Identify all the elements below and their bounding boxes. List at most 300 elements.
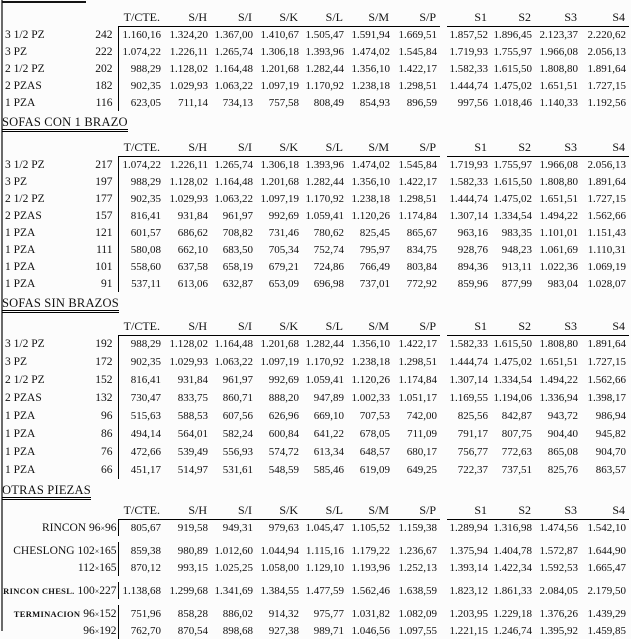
table-row	[2, 371, 629, 389]
column-header: S/I	[211, 315, 256, 335]
price-cell: 1.160,16	[118, 26, 164, 43]
price-cell: 886,02	[222, 607, 253, 620]
price-cell: 1.857,52	[449, 28, 488, 41]
price-cell: 803,84	[406, 260, 437, 273]
price-cell: 961,97	[222, 374, 253, 386]
column-gap	[440, 559, 447, 576]
section-title	[2, 115, 629, 132]
price-cell: 1.299,68	[169, 584, 208, 597]
price-cell: 1.298,51	[398, 356, 437, 368]
price-cell: 649,25	[406, 464, 437, 476]
price-cell: 734,13	[222, 96, 253, 109]
price-cell: 1.891,64	[587, 175, 626, 188]
row-label	[2, 582, 118, 599]
column-gap	[440, 443, 447, 461]
table-row	[2, 258, 629, 275]
section-title	[2, 296, 629, 313]
price-cell: 1.097,19	[260, 356, 299, 368]
price-cell: 888,20	[268, 392, 299, 404]
column-header: S4	[581, 315, 629, 335]
price-cell: 1.063,22	[214, 79, 253, 92]
column-header: S/H	[164, 3, 211, 26]
price-cell: 1.861,33	[493, 584, 532, 597]
multiply-icon: ×	[94, 546, 100, 556]
column-header: T/CTE.	[118, 315, 164, 335]
price-cell: 632,87	[222, 277, 253, 290]
price-cell: 986,94	[595, 410, 626, 422]
price-cell: 679,21	[268, 260, 299, 273]
header-gap	[440, 502, 447, 519]
price-cell: 619,09	[359, 464, 390, 476]
price-cell: 558,60	[118, 258, 164, 275]
row-label: 3 1/2 PZ	[5, 338, 45, 350]
price-cell: 1.545,84	[398, 45, 437, 58]
price-cell: 637,58	[177, 260, 208, 273]
column-header: S3	[535, 315, 581, 335]
column-header: S/P	[393, 134, 440, 156]
price-cell: 931,84	[177, 374, 208, 386]
price-cell: 1.022,36	[539, 260, 578, 273]
column-header: S1	[447, 502, 491, 519]
row-label	[2, 559, 118, 576]
column-header: S/K	[256, 134, 302, 156]
price-cell: 1.336,94	[539, 392, 578, 404]
price-table	[2, 315, 629, 479]
column-header: S3	[535, 502, 581, 519]
price-cell: 898,68	[222, 624, 253, 637]
price-cell: 539,49	[177, 446, 208, 458]
column-header: S/I	[211, 3, 256, 26]
price-cell: 904,40	[547, 428, 578, 440]
table-row	[2, 461, 629, 479]
price-cell: 1.082,09	[398, 607, 437, 620]
column-gap	[440, 207, 447, 224]
price-cell: 1.018,46	[493, 96, 532, 109]
price-cell: 756,77	[457, 446, 488, 458]
price-cell: 1.074,22	[118, 156, 164, 173]
price-cell: 1.120,26	[351, 374, 390, 386]
price-cell: 1.282,44	[305, 338, 344, 351]
price-cell: 1.226,11	[169, 158, 208, 171]
column-header: S4	[581, 502, 629, 519]
header-label-spacer	[2, 134, 118, 156]
row-size: 116	[95, 96, 113, 109]
price-cell: 648,57	[359, 446, 390, 458]
price-cell: 1.063,22	[214, 192, 253, 205]
price-cell: 949,31	[222, 521, 253, 534]
price-cell: 1.282,44	[305, 175, 344, 188]
table-row	[2, 60, 629, 77]
price-cell: 1.384,55	[260, 584, 299, 597]
price-cell: 585,46	[313, 464, 344, 476]
price-cell: 816,41	[118, 371, 164, 389]
row-size: 100×227	[77, 584, 117, 597]
price-cell: 1.029,93	[169, 356, 208, 368]
column-header: S/I	[211, 134, 256, 156]
price-cell: 730,47	[118, 389, 164, 407]
row-label: 2 PZAS	[5, 79, 42, 92]
table-row	[2, 335, 629, 353]
price-cell: 1.444,74	[449, 356, 488, 368]
row-label: 1 PZA	[5, 226, 36, 239]
price-cell: 1.169,55	[449, 392, 488, 404]
price-cell: 877,99	[501, 277, 532, 290]
row-label: 1 PZA	[5, 96, 36, 109]
price-cell: 1.891,64	[587, 62, 626, 75]
price-cell: 601,57	[118, 224, 164, 241]
price-cell: 1.115,16	[305, 544, 344, 557]
price-cell: 1.572,87	[539, 544, 578, 557]
column-header: S2	[491, 3, 535, 26]
column-header: S/P	[393, 315, 440, 335]
price-cell: 1.375,94	[449, 544, 488, 557]
price-cell: 1.201,68	[260, 338, 299, 351]
price-cell: 1.298,51	[398, 79, 437, 92]
price-cell: 1.393,96	[305, 158, 344, 171]
row-label: 1 PZA	[5, 428, 36, 440]
section-title	[2, 483, 629, 500]
price-cell: 902,35	[118, 353, 164, 371]
price-cell: 772,63	[501, 446, 532, 458]
row-label-text: TERMINACION	[13, 608, 81, 619]
price-cell: 451,17	[118, 461, 164, 479]
price-cell: 963,16	[457, 226, 488, 239]
column-header: S/K	[256, 3, 302, 26]
price-cell: 983,35	[501, 226, 532, 239]
price-cell: 1.140,33	[539, 96, 578, 109]
price-cell: 1.615,50	[493, 62, 532, 75]
column-header: S/P	[393, 502, 440, 519]
price-cell: 1.025,25	[214, 561, 253, 574]
column-gap	[440, 371, 447, 389]
row-size: 152	[95, 374, 113, 386]
section-title-text: OTRAS PIEZAS	[2, 483, 91, 500]
table-row	[2, 190, 629, 207]
price-cell: 902,35	[118, 190, 164, 207]
price-cell: 737,51	[501, 464, 532, 476]
price-cell: 1.444,74	[449, 79, 488, 92]
price-cell: 680,17	[406, 446, 437, 458]
price-cell: 1.306,18	[260, 158, 299, 171]
row-size: 76	[101, 446, 113, 458]
row-label: 2 PZAS	[5, 392, 42, 404]
column-gap	[440, 582, 447, 599]
row-label: 3 1/2 PZ	[5, 158, 45, 171]
price-cell: 992,69	[268, 374, 299, 386]
multiply-icon: ×	[94, 563, 100, 573]
price-cell: 1.012,60	[214, 544, 253, 557]
price-cell: 979,63	[268, 521, 299, 534]
price-cell: 537,11	[118, 275, 164, 292]
price-cell: 1.367,00	[214, 28, 253, 41]
price-cell: 1.151,43	[587, 226, 626, 239]
row-label: 3 PZ	[5, 356, 28, 368]
row-size: 132	[95, 392, 113, 404]
price-cell: 2.056,13	[587, 45, 626, 58]
price-cell: 931,84	[177, 209, 208, 222]
header-row	[2, 315, 629, 335]
price-cell: 993,15	[177, 561, 208, 574]
price-cell: 494,14	[118, 425, 164, 443]
column-gap	[440, 241, 447, 258]
column-gap	[440, 335, 447, 353]
row-size: 96×192	[83, 624, 117, 637]
price-cell: 751,96	[118, 605, 164, 622]
row-size: 217	[95, 158, 113, 171]
price-cell: 1.475,02	[493, 356, 532, 368]
price-cell: 574,72	[268, 446, 299, 458]
row-size: 96	[101, 410, 113, 422]
price-cell: 1.002,33	[351, 392, 390, 404]
price-cell: 988,29	[118, 173, 164, 190]
price-cell: 556,93	[222, 446, 253, 458]
multiply-icon: ×	[94, 586, 100, 596]
price-cell: 531,61	[222, 464, 253, 476]
column-header: T/CTE.	[118, 502, 164, 519]
price-cell: 696,98	[313, 277, 344, 290]
price-cell: 1.128,02	[169, 62, 208, 75]
price-cell: 1.341,69	[214, 584, 253, 597]
price-cell: 858,28	[177, 607, 208, 620]
column-header: S/P	[393, 3, 440, 26]
table-row	[2, 407, 629, 425]
price-cell: 1.644,90	[587, 544, 626, 557]
price-cell: 1.045,47	[305, 521, 344, 534]
price-cell: 1.475,02	[493, 192, 532, 205]
price-cell: 825,56	[457, 410, 488, 422]
price-cell: 1.542,10	[587, 521, 626, 534]
price-cell: 1.475,02	[493, 79, 532, 92]
price-cell: 1.061,69	[539, 243, 578, 256]
price-cell: 1.474,02	[351, 45, 390, 58]
column-header: S/L	[302, 3, 347, 26]
price-cell: 863,57	[595, 464, 626, 476]
price-cell: 1.395,92	[539, 624, 578, 637]
price-cell: 1.669,51	[398, 28, 437, 41]
column-header: S/K	[256, 502, 302, 519]
column-gap	[440, 26, 447, 43]
price-cell: 1.545,84	[398, 158, 437, 171]
price-cell: 854,93	[359, 96, 390, 109]
table-row	[2, 207, 629, 224]
price-cell: 752,74	[313, 243, 344, 256]
price-cell: 683,50	[222, 243, 253, 256]
price-cell: 1.422,17	[398, 62, 437, 75]
price-cell: 731,46	[268, 226, 299, 239]
price-cell: 1.159,38	[398, 521, 437, 534]
column-header: S/M	[347, 502, 393, 519]
price-cell: 1.229,18	[493, 607, 532, 620]
price-cell: 859,38	[118, 542, 164, 559]
table-row	[2, 519, 629, 536]
column-header: S3	[535, 3, 581, 26]
price-cell: 989,71	[313, 624, 344, 637]
price-cell: 1.719,93	[449, 45, 488, 58]
column-header: S1	[447, 134, 491, 156]
price-cell: 623,05	[118, 94, 164, 111]
section-title-text: SOFAS SIN BRAZOS	[2, 296, 119, 313]
row-label: 3 1/2 PZ	[5, 28, 45, 41]
price-cell: 1.334,54	[493, 209, 532, 222]
price-cell: 902,35	[118, 77, 164, 94]
price-cell: 724,86	[313, 260, 344, 273]
price-cell: 582,24	[222, 428, 253, 440]
price-cell: 1.128,02	[169, 338, 208, 351]
price-cell: 1.059,41	[305, 209, 344, 222]
price-cell: 1.246,74	[493, 624, 532, 637]
price-cell: 472,66	[118, 443, 164, 461]
price-cell: 1.808,80	[539, 62, 578, 75]
section-title-text: SOFAS CON 1 BRAZO	[2, 115, 128, 132]
price-cell: 1.170,92	[305, 192, 344, 205]
price-cell: 860,71	[222, 392, 253, 404]
price-cell: 870,12	[118, 559, 164, 576]
price-cell: 588,53	[177, 410, 208, 422]
price-cell: 1.891,64	[587, 338, 626, 351]
price-cell: 1.201,68	[260, 62, 299, 75]
table-row	[2, 542, 629, 559]
price-cell: 927,38	[268, 624, 299, 637]
price-cell: 1.592,53	[539, 561, 578, 574]
header-label-spacer	[2, 502, 118, 519]
row-size: 96×96	[88, 521, 117, 534]
price-cell: 772,92	[406, 277, 437, 290]
table-row	[2, 173, 629, 190]
table-row	[2, 156, 629, 173]
row-label: 2 PZAS	[5, 209, 42, 222]
price-table	[2, 3, 629, 111]
price-table	[2, 502, 629, 639]
price-cell: 980,89	[177, 544, 208, 557]
price-cell: 913,11	[502, 260, 532, 273]
column-header: S4	[581, 134, 629, 156]
price-cell: 1.029,93	[169, 192, 208, 205]
price-cell: 766,49	[359, 260, 390, 273]
row-label: 2 1/2 PZ	[5, 192, 45, 205]
price-cell: 1.193,96	[351, 561, 390, 574]
row-label: 1 PZA	[5, 260, 36, 273]
price-cell: 1.307,14	[449, 374, 488, 386]
price-cell: 1.236,67	[398, 544, 437, 557]
price-cell: 1.638,59	[398, 584, 437, 597]
table-row	[2, 582, 629, 599]
price-cell: 1.046,56	[351, 624, 390, 637]
price-cell: 514,97	[177, 464, 208, 476]
price-cell: 1.651,51	[539, 79, 578, 92]
header-gap	[440, 315, 447, 335]
price-cell: 833,75	[177, 392, 208, 404]
price-cell: 1.128,02	[169, 175, 208, 188]
price-cell: 1.474,56	[539, 521, 578, 534]
price-cell: 737,01	[359, 277, 390, 290]
column-header: S2	[491, 315, 535, 335]
table-row	[2, 353, 629, 371]
price-cell: 1.129,10	[305, 561, 344, 574]
price-cell: 914,32	[268, 607, 299, 620]
price-cell: 548,59	[268, 464, 299, 476]
price-cell: 904,70	[595, 446, 626, 458]
price-cell: 948,23	[501, 243, 532, 256]
price-cell: 780,62	[313, 226, 344, 239]
price-cell: 762,70	[118, 622, 164, 639]
price-cell: 1.422,34	[493, 561, 532, 574]
price-cell: 711,09	[407, 428, 437, 440]
price-cell: 1.615,50	[493, 175, 532, 188]
price-cell: 859,96	[457, 277, 488, 290]
column-gap	[440, 173, 447, 190]
price-cell: 1.808,80	[539, 175, 578, 188]
price-cell: 1.265,74	[214, 158, 253, 171]
price-cell: 896,59	[406, 96, 437, 109]
table-row	[2, 26, 629, 43]
price-cell: 1.238,18	[351, 79, 390, 92]
price-cell: 2.123,37	[539, 28, 578, 41]
price-cell: 1.101,01	[539, 226, 578, 239]
column-header: S/H	[164, 315, 211, 335]
price-cell: 865,08	[547, 446, 578, 458]
column-gap	[440, 389, 447, 407]
column-gap	[440, 461, 447, 479]
price-cell: 1.174,84	[398, 209, 437, 222]
price-cell: 1.562,66	[587, 209, 626, 222]
row-label-text: RINCON	[42, 521, 87, 534]
column-header: S3	[535, 134, 581, 156]
price-cell: 988,29	[118, 335, 164, 353]
price-cell: 1.289,94	[449, 521, 488, 534]
price-cell: 1.221,15	[449, 624, 488, 637]
column-gap	[440, 60, 447, 77]
table-row	[2, 605, 629, 622]
row-label	[2, 519, 118, 536]
column-header: S/I	[211, 502, 256, 519]
column-header: T/CTE.	[118, 3, 164, 26]
row-size: 86	[101, 428, 113, 440]
price-cell: 919,58	[177, 521, 208, 534]
column-header: S/L	[302, 315, 347, 335]
price-cell: 943,72	[547, 410, 578, 422]
price-cell: 1.966,08	[539, 45, 578, 58]
price-cell: 580,08	[118, 241, 164, 258]
column-gap	[440, 258, 447, 275]
row-label: 2 1/2 PZ	[5, 374, 45, 386]
price-cell: 1.410,67	[260, 28, 299, 41]
price-cell: 1.404,78	[493, 544, 532, 557]
column-gap	[440, 353, 447, 371]
price-cell: 1.069,19	[587, 260, 626, 273]
price-cell: 1.044,94	[260, 544, 299, 557]
price-cell: 1.896,45	[493, 28, 532, 41]
price-cell: 992,69	[268, 209, 299, 222]
price-cell: 1.203,95	[449, 607, 488, 620]
price-cell: 1.051,17	[398, 392, 437, 404]
price-cell: 1.307,14	[449, 209, 488, 222]
multiply-icon: ×	[94, 626, 100, 636]
row-size: 101	[95, 260, 113, 273]
header-label-spacer	[2, 315, 118, 335]
price-cell: 564,01	[177, 428, 208, 440]
column-header: S/K	[256, 315, 302, 335]
price-cell: 834,75	[406, 243, 437, 256]
row-size: 222	[95, 45, 113, 58]
price-cell: 983,04	[547, 277, 578, 290]
price-cell: 1.582,33	[449, 175, 488, 188]
price-cell: 1.238,18	[351, 356, 390, 368]
price-cell: 1.097,19	[260, 192, 299, 205]
price-cell: 988,29	[118, 60, 164, 77]
row-size: 202	[95, 62, 113, 75]
price-cell: 678,05	[359, 428, 390, 440]
price-cell: 1.194,06	[493, 392, 532, 404]
